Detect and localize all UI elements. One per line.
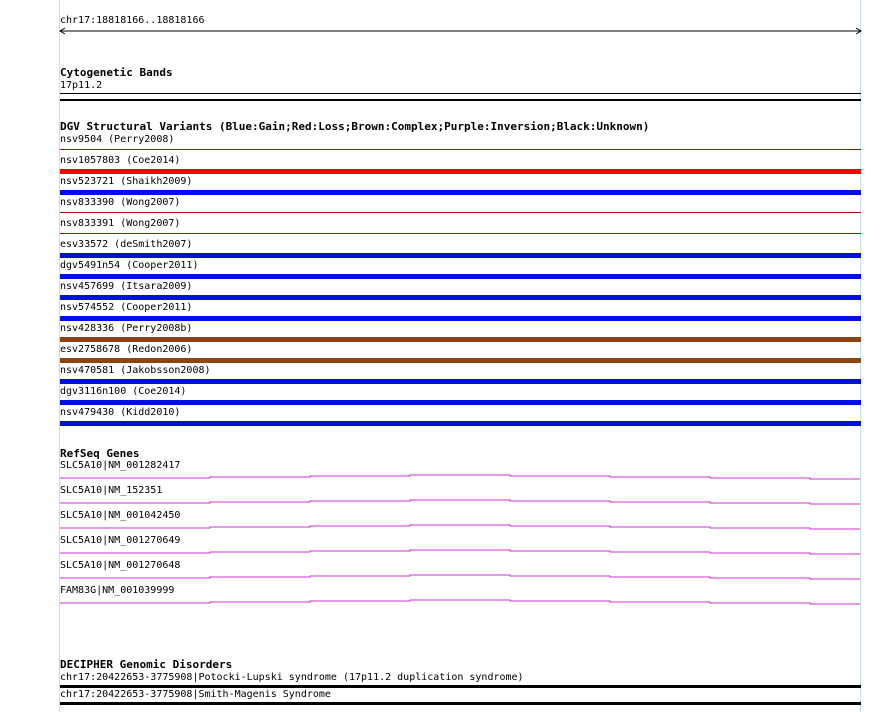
dgv-feature-label: nsv428336 (Perry2008b) [60,323,193,334]
dgv-feature-bar-complex[interactable] [60,358,861,363]
cytoband-track-title: Cytogenetic Bands [60,66,173,79]
decipher-track-title: DECIPHER Genomic Disorders [60,658,233,671]
decipher-disorder-label: chr17:20422653-3775908|Potocki-Lupski syndrome (17p11.2 duplication syndrome) [60,672,524,683]
dgv-feature-label: nsv479430 (Kidd2010) [60,407,181,418]
dgv-feature-bar-loss[interactable] [60,233,861,234]
dgv-feature-label: dgv3116n100 (Coe2014) [60,386,187,397]
dgv-feature-bar-gain[interactable] [60,295,861,300]
dgv-feature-label: nsv1057803 (Coe2014) [60,155,181,166]
cytoband-bar-bottom [60,99,861,101]
dgv-feature-bar-loss[interactable] [60,149,861,150]
ruler-position-label: chr17:18818166..18818166 [60,15,205,26]
refseq-intron-line [60,575,860,579]
dgv-feature-bar-gain[interactable] [60,379,861,384]
dgv-feature-label: nsv833391 (Wong2007) [60,218,181,229]
refseq-gene-model[interactable] [0,545,890,557]
refseq-gene-label: SLC5A10|NM_001270649 [60,535,181,546]
dgv-feature-label: dgv5491n54 (Cooper2011) [60,260,199,271]
dgv-feature-label: nsv523721 (Shaikh2009) [60,176,193,187]
refseq-intron-line [60,600,860,604]
ruler-arrow [58,26,864,36]
refseq-gene-model[interactable] [0,595,890,607]
decipher-disorder-bar[interactable] [60,702,861,705]
refseq-intron-line [60,475,860,479]
refseq-gene-label: FAM83G|NM_001039999 [60,585,175,596]
refseq-gene-label: SLC5A10|NM_001042450 [60,510,181,521]
refseq-intron-line [60,525,860,529]
refseq-intron-line [60,500,860,504]
decipher-disorder-bar[interactable] [60,685,861,688]
dgv-feature-label: nsv9504 (Perry2008) [60,134,175,145]
cytoband-label: 17p11.2 [60,80,103,91]
dgv-feature-label: nsv457699 (Itsara2009) [60,281,193,292]
dgv-feature-bar-complex[interactable] [60,337,861,342]
refseq-track-title: RefSeq Genes [60,447,140,460]
decipher-disorder-label: chr17:20422653-3775908|Smith-Magenis Syndrome [60,689,331,700]
dgv-feature-bar-loss[interactable] [60,169,861,174]
dgv-feature-label: esv33572 (deSmith2007) [60,239,193,250]
refseq-gene-model[interactable] [0,495,890,507]
dgv-feature-bar-gain[interactable] [60,274,861,279]
refseq-gene-model[interactable] [0,470,890,482]
dgv-track-title: DGV Structural Variants (Blue:Gain;Red:Loss;Brown:Complex;Purple:Inversion;Black:Unknown) [60,120,650,133]
dgv-feature-label: nsv574552 (Cooper2011) [60,302,193,313]
dgv-feature-label: esv2758678 (Redon2006) [60,344,193,355]
dgv-feature-bar-gain[interactable] [60,421,861,426]
dgv-feature-bar-loss[interactable] [60,212,861,213]
dgv-feature-bar-gain[interactable] [60,190,861,195]
refseq-gene-label: SLC5A10|NM_152351 [60,485,163,496]
refseq-gene-label: SLC5A10|NM_001282417 [60,460,181,471]
dgv-feature-label: nsv833390 (Wong2007) [60,197,181,208]
refseq-intron-line [60,550,860,554]
dgv-feature-bar-gain[interactable] [60,253,861,258]
dgv-feature-bar-gain[interactable] [60,316,861,321]
dgv-feature-bar-gain[interactable] [60,400,861,405]
cytoband-bar-top[interactable] [60,93,861,94]
refseq-gene-label: SLC5A10|NM_001270648 [60,560,181,571]
refseq-gene-model[interactable] [0,520,890,532]
refseq-gene-model[interactable] [0,570,890,582]
dgv-feature-label: nsv470581 (Jakobsson2008) [60,365,211,376]
